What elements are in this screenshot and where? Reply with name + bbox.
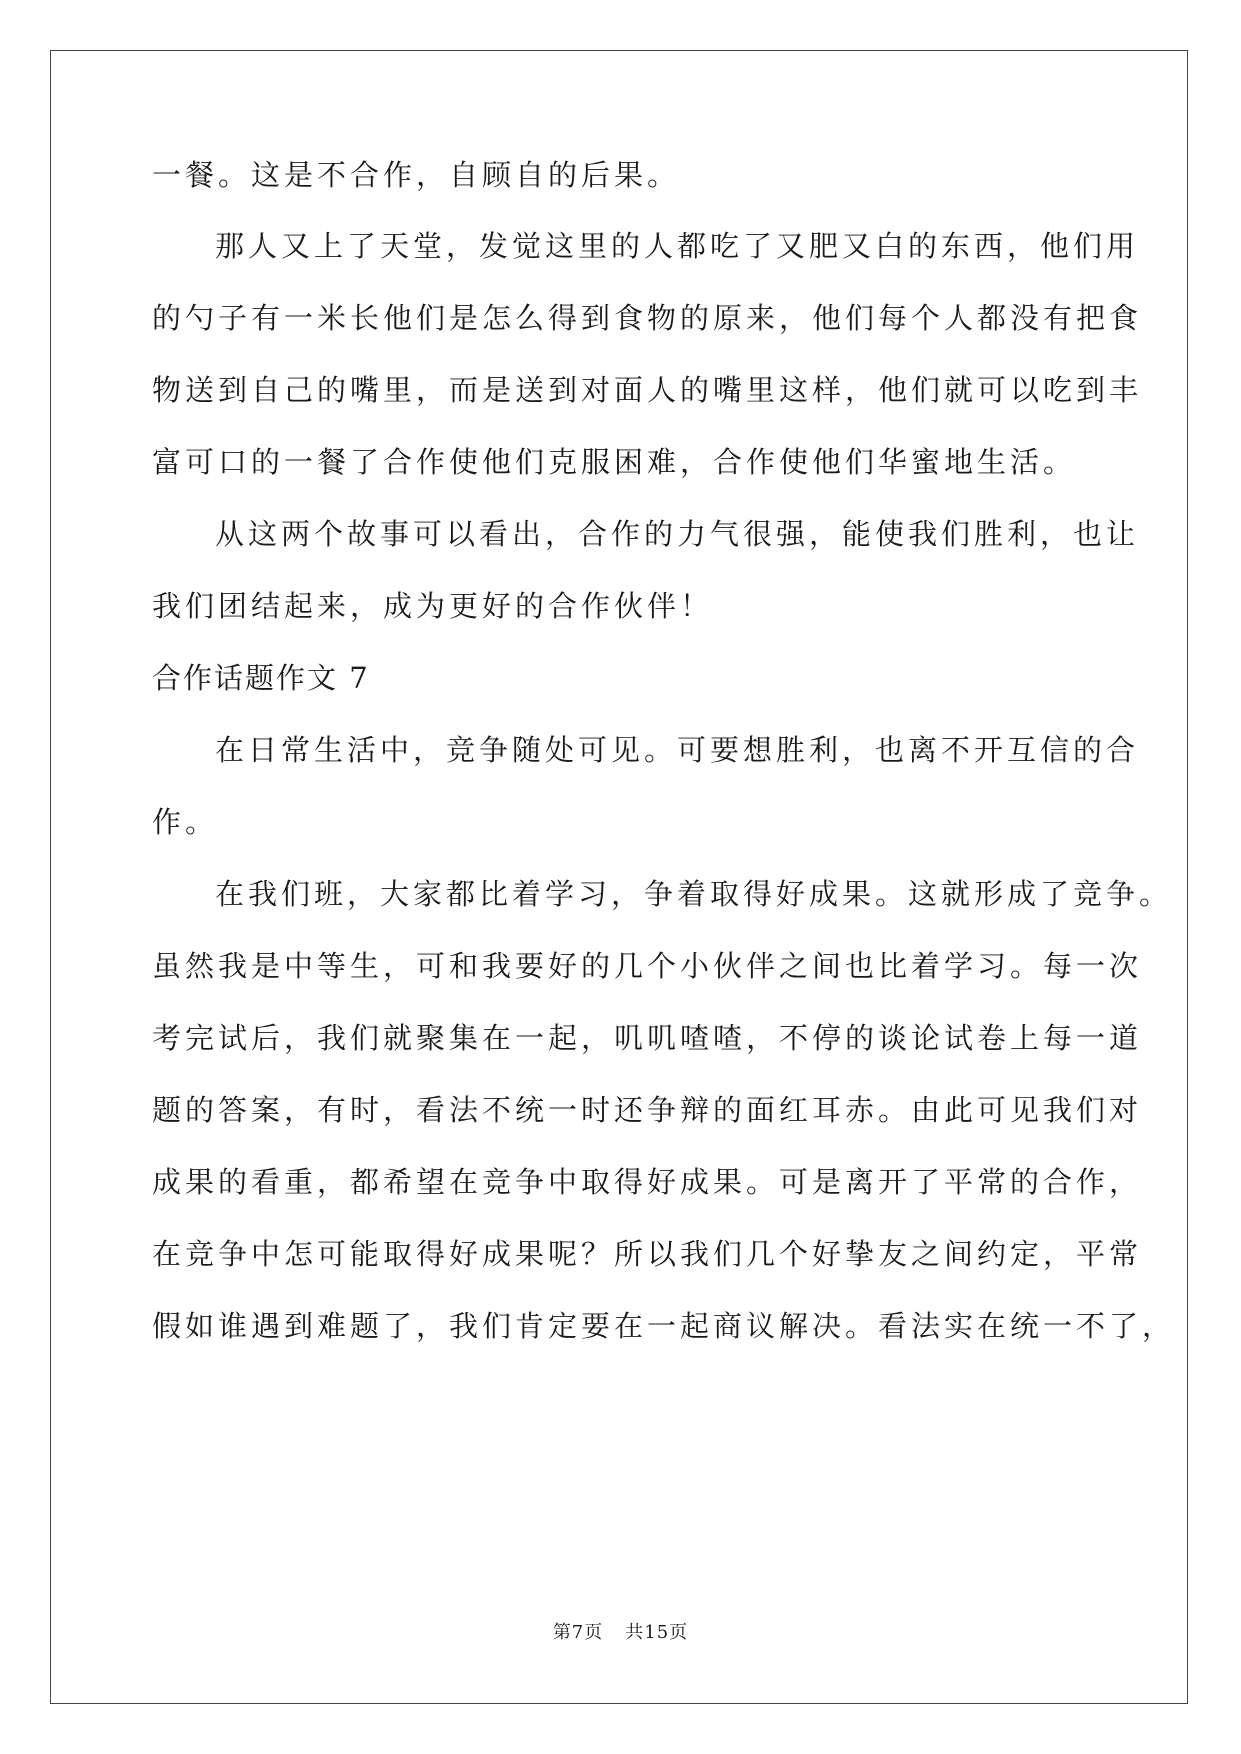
page-total: 共15页 [625,1622,689,1643]
text-line: 作。 [152,805,219,839]
paragraph-start: 那人又上了天堂，发觉这里的人都吃了又肥又白的东西，他们用 [215,229,1140,263]
paragraph-start: 在我们班，大家都比着学习，争着取得好成果。这就形成了竞争。 [215,877,1173,911]
text-line: 一餐。这是不合作，自顾自的后果。 [152,158,681,192]
text-line: 虽然我是中等生，可和我要好的几个小伙伴之间也比着学习。每一次 [152,949,1143,983]
paragraph-start: 在日常生活中，竞争随处可见。可要想胜利，也离不开互信的合 [215,733,1140,767]
text-line: 的勺子有一米长他们是怎么得到食物的原来，他们每个人都没有把食 [152,301,1143,335]
page-footer [0,1622,1241,1644]
text-line: 富可口的一餐了合作使他们克服困难，合作使他们华蜜地生活。 [152,445,1077,479]
text-line: 在竞争中怎可能取得好成果呢？所以我们几个好挚友之间约定，平常 [152,1237,1143,1271]
text-line: 假如谁遇到难题了，我们肯定要在一起商议解决。看法实在统一不了， [152,1309,1176,1343]
text-line: 题的答案，有时，看法不统一时还争辩的面红耳赤。由此可见我们对 [152,1093,1143,1127]
text-line: 我们团结起来，成为更好的合作伙伴！ [152,589,714,623]
text-line: 考完试后，我们就聚集在一起，叽叽喳喳，不停的谈论试卷上每一道 [152,1021,1143,1055]
text-line: 成果的看重，都希望在竞争中取得好成果。可是离开了平常的合作， [152,1165,1143,1199]
section-heading: 合作话题作文 7 [152,661,370,695]
page-number: 第7页 [552,1622,604,1643]
text-line: 物送到自己的嘴里，而是送到对面人的嘴里这样，他们就可以吃到丰 [152,373,1143,407]
paragraph-start: 从这两个故事可以看出，合作的力气很强，能使我们胜利，也让 [215,517,1140,551]
